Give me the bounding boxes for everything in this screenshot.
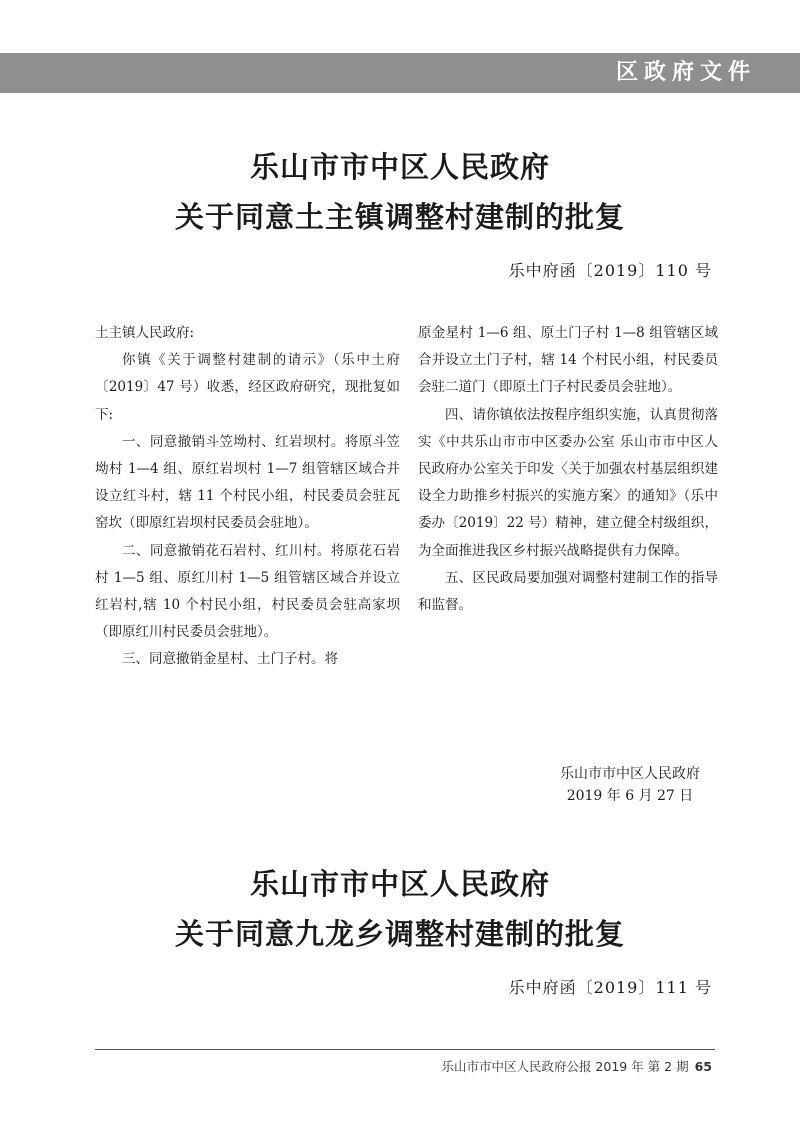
footer-divider [95, 1049, 715, 1050]
body-paragraph: 四、请你镇依法按程序组织实施，认真贯彻落实《中共乐山市市中区委办公室 乐山市市中区人民政府办公室关于印发〈关于加强农村基层组织建设全力助推乡村振兴的实施方案〉的通知》（乐中委办〔2019〕22 号）精神，建立健全村级组织，为全面推进我区乡村振兴战略提供有力保障。 [418, 406, 718, 559]
footer [441, 1057, 712, 1075]
footer-publication: 乐山市市中区人民政府公报 2019 年 第 2 期 [441, 1059, 689, 1074]
doc1-body-left [95, 320, 400, 674]
body-paragraph: 一、同意撤销斗笠坳村、红岩坝村。将原斗笠坳村 1—4 组、原红岩坝村 1—7 组管辖区域合并设立红斗村，辖 11 个村民小组，村民委员会驻瓦窑坎（即原红岩坝村民委员会驻地）。 [95, 433, 400, 532]
page-number: 65 [694, 1059, 712, 1074]
header-bar [0, 53, 800, 93]
doc2-title-line1: 乐山市市中区人民政府 [249, 867, 550, 901]
doc1-title-line2: 关于同意土主镇调整村建制的批复 [174, 200, 625, 234]
body-paragraph: 二、同意撤销花石岩村、红川村。将原花石岩村 1—5 组、原红川村 1—5 组管辖区域合并设立红岩村,辖 10 个村民小组，村民委员会驻高家坝（即原红川村民委员会驻地）。 [95, 542, 400, 641]
body-paragraph: 五、区民政局要加强对调整村建制工作的指导和监督。 [418, 569, 718, 614]
addressee: 土主镇人民政府: [95, 325, 195, 341]
doc1-number: 乐中府函〔2019〕110 号 [508, 261, 712, 280]
signature-org: 乐山市市中区人民政府 [560, 766, 700, 782]
signature-date: 2019 年 6 月 27 日 [566, 788, 694, 804]
doc1-body-right [418, 320, 718, 619]
doc2-number: 乐中府函〔2019〕111 号 [508, 978, 712, 997]
doc1-title-line1: 乐山市市中区人民政府 [249, 150, 550, 184]
body-paragraph: 你镇《关于调整村建制的请示》（乐中土府〔2019〕47 号）收悉，经区政府研究，现批复如下: [95, 352, 400, 423]
section-label: 区政府文件 [615, 60, 756, 85]
body-paragraph: 原金星村 1—6 组、原土门子村 1—8 组管辖区域合并设立土门子村，辖 14 个村民小组，村民委员会驻二道门（即原土门子村民委员会驻地）。 [418, 325, 718, 396]
doc2-title-line2: 关于同意九龙乡调整村建制的批复 [174, 917, 625, 951]
body-paragraph: 三、同意撤销金星村、土门子村。将 [122, 651, 338, 668]
